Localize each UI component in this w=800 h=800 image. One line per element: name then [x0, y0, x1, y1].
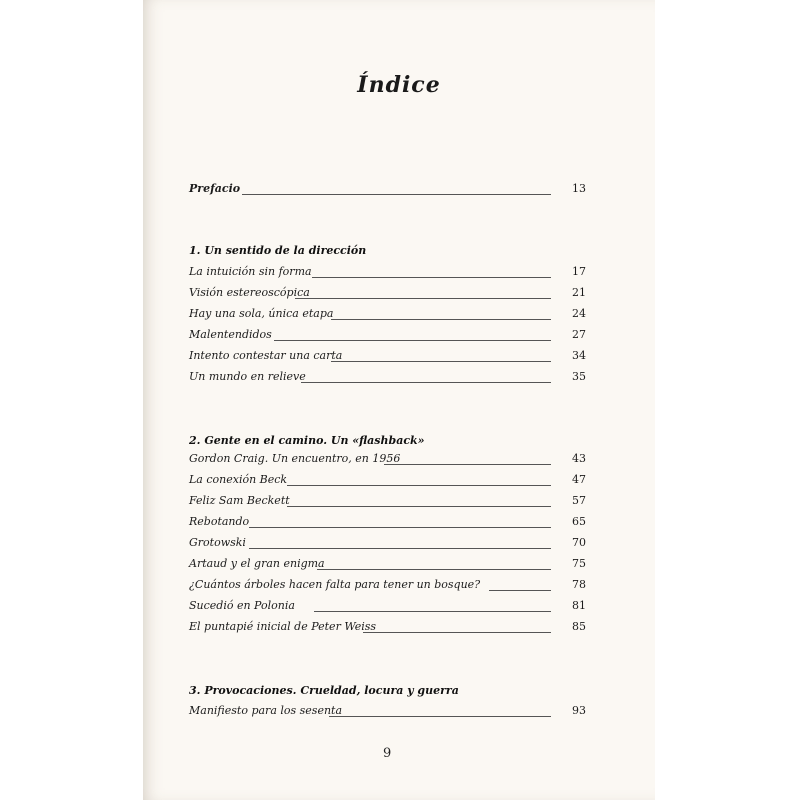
toc-entry	[189, 307, 586, 325]
toc-entry-page: 75	[572, 557, 586, 570]
toc-entry-page: 24	[572, 307, 586, 320]
section-heading: 2. Gente en el camino. Un «flashback»	[189, 434, 425, 447]
toc-entry-label: Malentendidos	[189, 328, 272, 341]
toc-entry	[189, 370, 586, 388]
toc-entry-page: 47	[572, 473, 586, 486]
leader-line	[317, 569, 551, 570]
section-heading: 3. Provocaciones. Crueldad, locura y guerra	[189, 684, 459, 697]
toc-entry	[189, 265, 586, 283]
toc-entry	[189, 578, 586, 596]
toc-entry	[189, 620, 586, 638]
toc-entry-page: 17	[572, 265, 586, 278]
leader-line	[274, 340, 551, 341]
toc-entry	[189, 494, 586, 512]
toc-entry-label: El puntapié inicial de Peter Weiss	[189, 620, 377, 633]
toc-entry-page: 21	[572, 286, 586, 299]
leader-line	[331, 319, 551, 320]
toc-entry-label: Hay una sola, única etapa	[189, 307, 334, 320]
toc-entry-prefacio	[189, 182, 586, 200]
toc-entry-page: 93	[572, 704, 586, 717]
toc-entry-label: Manifiesto para los sesenta	[189, 704, 343, 717]
toc-entry	[189, 286, 586, 304]
toc-entry	[189, 452, 586, 470]
toc-entry-page: 27	[572, 328, 586, 341]
toc-entry	[189, 599, 586, 617]
toc-entry-label: Sucedió en Polonia	[189, 599, 295, 612]
toc-entry-page: 35	[572, 370, 586, 383]
toc-entry-label: Rebotando	[189, 515, 250, 528]
leader-line	[331, 361, 551, 362]
toc-entry-label: ¿Cuántos árboles hacen falta para tener un bosque?	[189, 578, 481, 591]
toc-entry	[189, 328, 586, 346]
leader-line	[295, 298, 551, 299]
leader-line	[314, 611, 551, 612]
book-page	[143, 0, 655, 800]
page-title: Índice	[357, 72, 441, 98]
toc-entry	[189, 349, 586, 367]
leader-line	[242, 194, 551, 195]
toc-entry-page: 13	[572, 182, 586, 195]
toc-entry	[189, 536, 586, 554]
toc-entry	[189, 515, 586, 533]
leader-line	[489, 590, 551, 591]
leader-line	[329, 716, 551, 717]
toc-entry-label: Artaud y el gran enigma	[189, 557, 325, 570]
toc-entry-page: 85	[572, 620, 586, 633]
leader-line	[301, 382, 551, 383]
toc-entry-page: 34	[572, 349, 586, 362]
toc-entry-label: Gordon Craig. Un encuentro, en 1956	[189, 452, 401, 465]
leader-line	[249, 548, 551, 549]
leader-line	[363, 632, 551, 633]
toc-entry-page: 65	[572, 515, 586, 528]
toc-entry-page: 78	[572, 578, 586, 591]
leader-line	[287, 485, 551, 486]
toc-entry-label: Prefacio	[189, 182, 241, 195]
toc-entry-label: La intuición sin forma	[189, 265, 312, 278]
toc-entry-page: 57	[572, 494, 586, 507]
leader-line	[287, 506, 551, 507]
toc-entry-label: Un mundo en relieve	[189, 370, 306, 383]
leader-line	[249, 527, 551, 528]
toc-entry-label: Intento contestar una carta	[189, 349, 343, 362]
toc-entry-label: Feliz Sam Beckett	[189, 494, 290, 507]
toc-entry-label: Visión estereoscópica	[189, 286, 310, 299]
toc-entry	[189, 704, 586, 722]
leader-line	[312, 277, 551, 278]
toc-entry-label: Grotowski	[189, 536, 246, 549]
toc-entry-label: La conexión Beck	[189, 473, 288, 486]
toc-entry	[189, 557, 586, 575]
toc-entry-page: 43	[572, 452, 586, 465]
toc-entry-page: 70	[572, 536, 586, 549]
page-number: 9	[383, 746, 392, 761]
toc-entry	[189, 473, 586, 491]
section-heading: 1. Un sentido de la dirección	[189, 244, 367, 257]
toc-entry-page: 81	[572, 599, 586, 612]
leader-line	[384, 464, 551, 465]
